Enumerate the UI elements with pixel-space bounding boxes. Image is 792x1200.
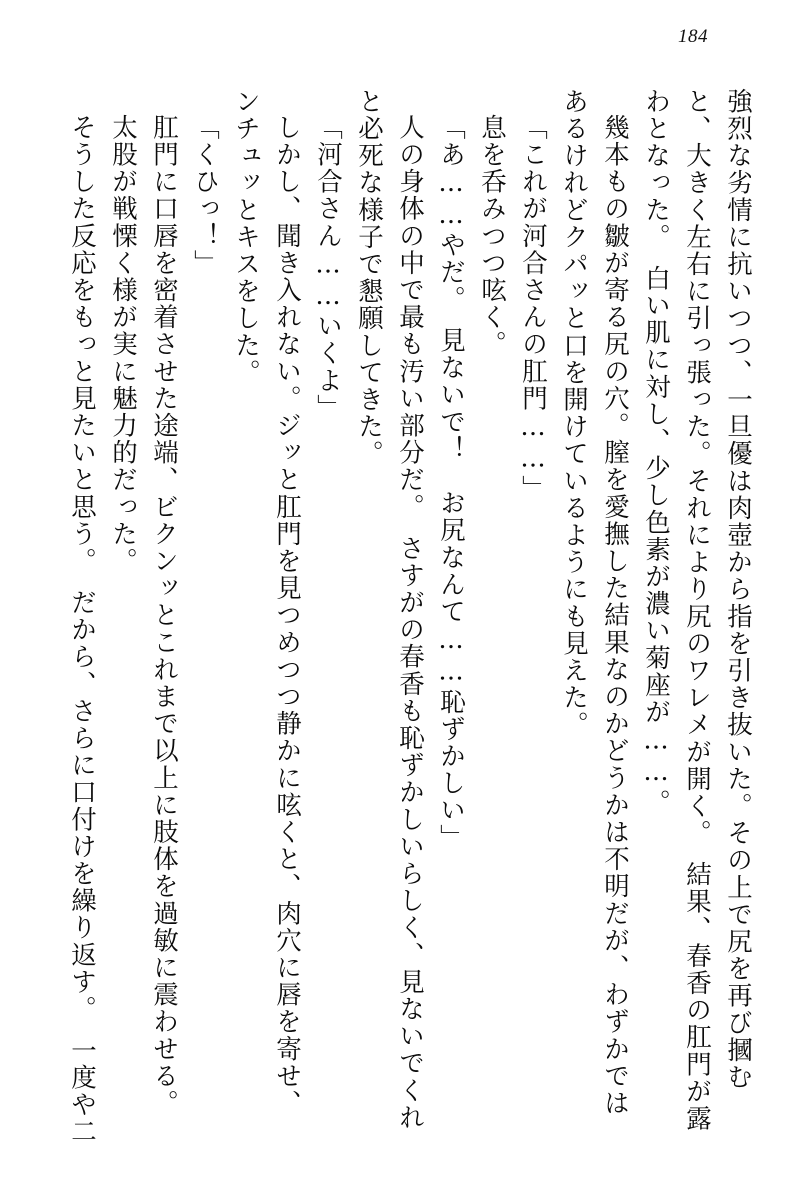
text-line: あるけれどクパッと口を開けているようにも見えた。	[559, 88, 589, 739]
text-line: と、大きく左右に引っ張った。それにより尻のワレメが開く。 結果、春香の肛門が露	[682, 88, 712, 1133]
text-line: しかし、聞き入れない。ジッと肛門を見つめつつ静かに呟くと、肉穴に唇を寄せ、	[272, 114, 302, 1117]
page-number: 184	[678, 26, 708, 47]
text-line: そうした反応をもっと見たいと思う。 だから、さらに口付けを繰り返す。 一度や二	[67, 114, 97, 1146]
vertical-text-block	[67, 88, 753, 1168]
text-line: 太股が戦慄く様が実に魅力的だった。	[108, 114, 138, 575]
text-line: 「これが河合さんの肛門……」	[518, 114, 548, 503]
text-line: と必死な様子で懇願してきた。	[354, 88, 384, 468]
text-line: 「河合さん……いくよ」	[313, 114, 343, 422]
text-line: 「あ……やだ。 見ないで！ お尻なんて……恥ずかしい」	[436, 114, 466, 851]
text-line: 「くひっ！」	[190, 114, 220, 277]
text-line: 幾本もの皺が寄る尻の穴。膣を愛撫した結果なのかどうかは不明だが、わずかでは	[600, 114, 630, 1117]
text-line: 肛門に口唇を密着させた途端、ビクンッとこれまで以上に肢体を過敏に震わせる。	[149, 114, 179, 1117]
text-line: 息を呑みつつ呟く。	[477, 114, 507, 358]
text-line: ンチュッとキスをした。	[231, 88, 261, 387]
text-line: 強烈な劣情に抗いつつ、一旦優は肉壺から指を引き抜いた。その上で尻を再び摑む	[723, 88, 753, 1091]
text-line: わとなった。 白い肌に対し、少し色素が濃い菊座が……。	[641, 88, 671, 816]
text-line: 人の身体の中で最も汚い部分だ。 さすがの春香も恥ずかしいらしく、見ないでくれ	[395, 114, 425, 1132]
